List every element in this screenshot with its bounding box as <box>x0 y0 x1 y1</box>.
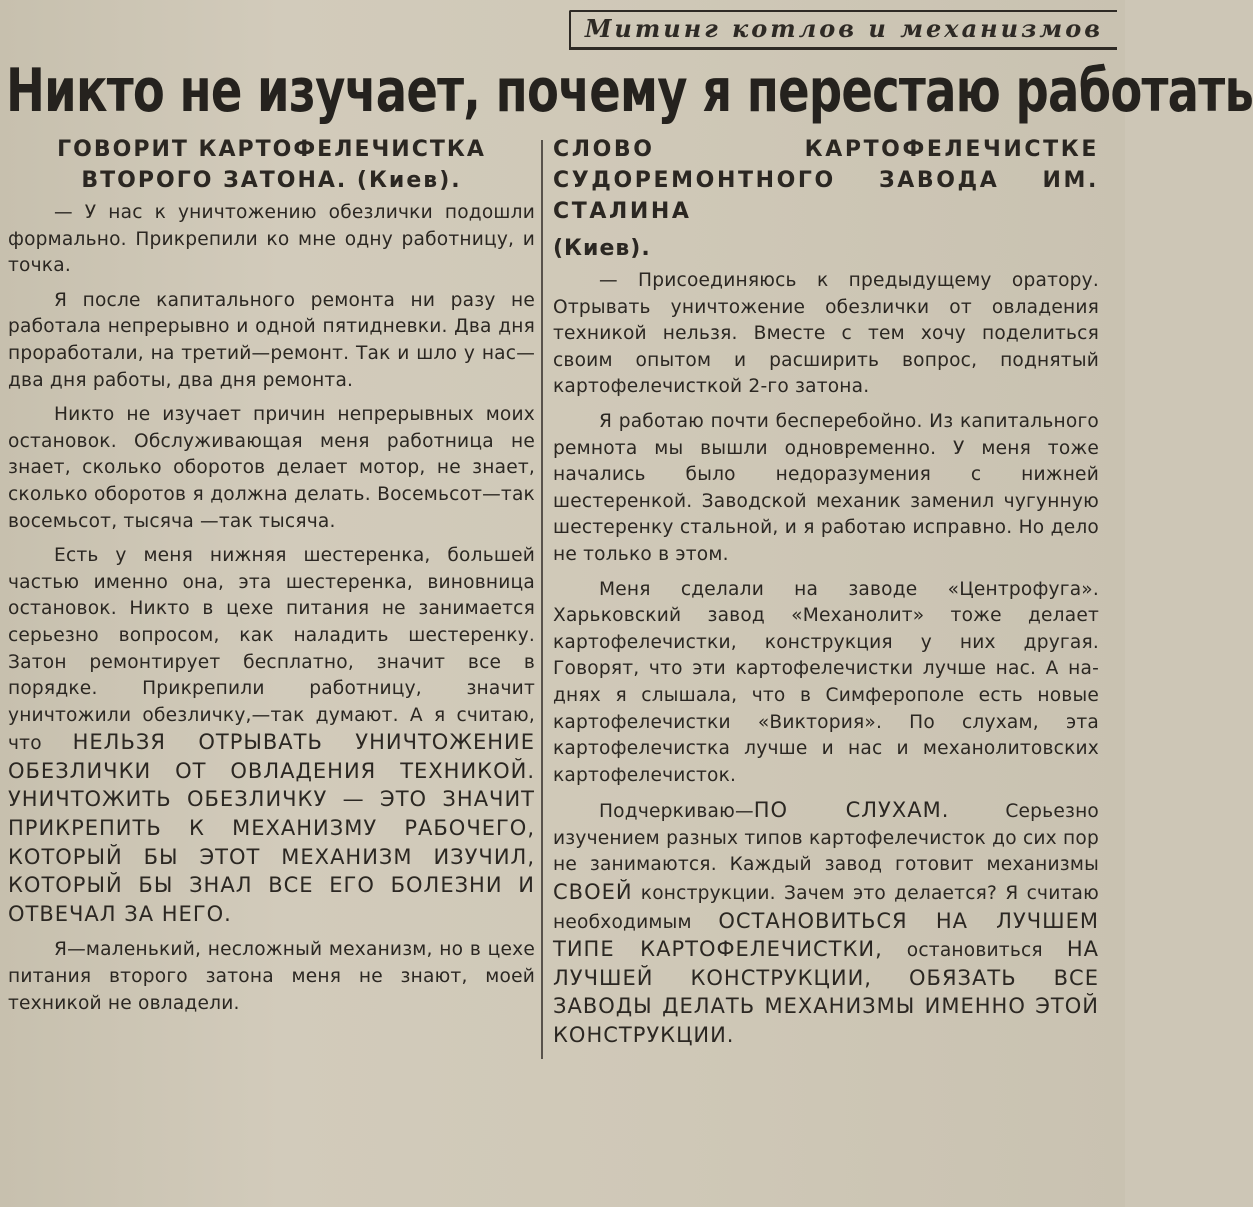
left-paragraph-5: Я—маленький, несложный механизм, но в цехе питания второго затона меня не знают, моей техникой не овладели. <box>8 939 535 1014</box>
right-paragraph-4-a: Подчеркиваю— <box>599 801 754 823</box>
left-paragraph-2: Я после капитального ремонта ни разу не работала непрерывно и одной пятидневки. Два дня проработали, на третий—ремонт. Так и шло у нас—два дня работы, два дня ремонта. <box>8 289 535 391</box>
right-paragraph-4-b: Серьезно изучением разных типов картофелечисток до сих пор не занимаются. Каждый завод готовит механизмы <box>553 801 1099 876</box>
right-subhead <box>553 134 1099 264</box>
left-paragraph-1: — У нас к уничтожению обезлички подошли формально. Прикрепили ко мне одну работницу, и точка. <box>8 202 535 277</box>
right-paragraph-4-caps-3: ОСТАНОВИТЬСЯ НА ЛУЧШЕМ ТИПЕ КАРТОФЕЛЕЧИСТКИ, <box>553 908 1099 962</box>
rubric-row <box>4 0 1117 56</box>
column-divider <box>541 140 543 1059</box>
right-paragraph-3: Меня сделали на заводе «Центрофуга». Харьковский завод «Механолит» тоже делает картофелечистки, конструкция у них другая. Говорят, что эти картофелечистки лучше нас. А на-днях я слышала, что в Симферополе есть новые картофелечистки «Виктория». По слухам, эта картофелечистка лучше и нас и механолитовских картофелечисток. <box>553 578 1099 786</box>
left-paragraph-4-caps: НЕЛЬЗЯ ОТРЫВАТЬ УНИЧТОЖЕНИЕ ОБЕЗЛИЧКИ ОТ ОВЛАДЕНИЯ ТЕХНИКОЙ. УНИЧТОЖИТЬ ОБЕЗЛИЧКУ — ЭТО ЗНАЧИТ ПРИКРЕПИТЬ К МЕХАНИЗМУ РАБОЧЕГО, КОТОРЫЙ БЫ ЭТОТ МЕХАНИЗМ ИЗУЧИЛ, КОТОРЫЙ БЫ ЗНАЛ ВСЕ ЕГО БОЛЕЗНИ И ОТВЕЧАЛ ЗА НЕГО. <box>8 730 535 926</box>
right-paragraph-4 <box>553 797 1099 1050</box>
right-paragraph-2: Я работаю почти бесперебойно. Из капитального ремнота мы вышли одновременно. У меня тоже начались было недоразумения с нижней шестеренкой. Заводской механик заменил чугунную шестеренку стальной, и я работаю исправно. Но дело не только в этом. <box>553 410 1099 565</box>
right-subhead-city: (Киев). <box>553 236 651 261</box>
right-paragraph-4-d: остановиться <box>882 940 1067 962</box>
right-paragraph-4-c: конструкции. Зачем это делается? Я считаю необходимым <box>553 883 1099 933</box>
left-paragraph-4-text: Есть у меня нижняя шестеренка, большей частью именно она, эта шестеренка, виновница остановок. Никто в цехе питания не занимается серьезно вопросом, как наладить шестеренку. Затон ремонтирует бесплатно, значит все в порядке. Прикрепили работницу, значит уничтожили обезличку,—так думают. А я считаю, что <box>8 545 535 755</box>
article-headline: Никто не изучает, почему я перестаю работать <box>6 56 1253 126</box>
left-subhead: ГОВОРИТ КАРТОФЕЛЕЧИСТКА ВТОРОГО ЗАТОНА. (Киев). <box>57 137 486 193</box>
right-column <box>543 134 1103 1059</box>
left-column <box>4 134 541 1059</box>
right-paragraph-1: — Присоединяюсь к предыдущему оратору. Отрывать уничтожение обезлички от овладения техникой нельзя. Вместе с тем хочу поделиться своим опытом и расширить вопрос, поднятый картофелечисткой 2-го затона. <box>553 270 1099 398</box>
left-paragraph-3: Никто не изучает причин непрерывных моих остановок. Обслуживающая меня работница не знает, сколько оборотов делает мотор, не знает, сколько оборотов я должна делать. Восемьсот—так восемьсот, тысяча —так тысяча. <box>8 404 535 532</box>
section-rubric: Митинг котлов и механизмов <box>569 10 1117 50</box>
left-paragraph-4 <box>8 543 535 929</box>
right-subhead-text: СЛОВО КАРТОФЕЛЕЧИСТКЕ СУДОРЕМОНТНОГО ЗАВОДА ИМ. СТАЛИНА <box>553 137 1099 224</box>
article-columns <box>4 134 1117 1059</box>
right-paragraph-4-caps-2: СВОЕЙ <box>553 880 633 905</box>
right-paragraph-4-caps-4: НА ЛУЧШЕЙ КОНСТРУКЦИИ, ОБЯЗАТЬ ВСЕ ЗАВОДЫ ДЕЛАТЬ МЕХАНИЗМЫ ИМЕННО ЭТОЙ КОНСТРУКЦИИ. <box>553 937 1099 1048</box>
right-paragraph-4-caps-1: ПО СЛУХАМ. <box>753 798 950 823</box>
